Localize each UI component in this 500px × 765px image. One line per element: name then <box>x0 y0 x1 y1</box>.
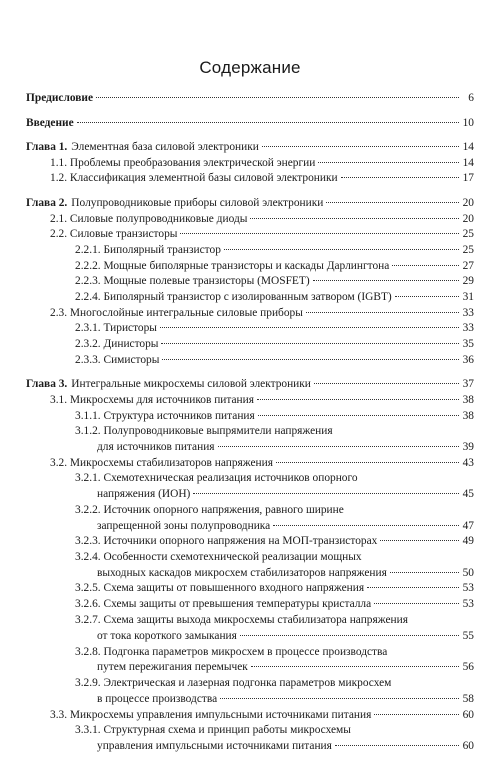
toc-entry-title-continued: напряжения (ИОН) <box>97 488 191 500</box>
toc-entry-label: Глава 3. <box>26 378 68 390</box>
toc-entry <box>75 353 474 367</box>
dot-leader <box>276 462 459 463</box>
toc-entry <box>26 91 474 105</box>
dot-leader <box>77 122 459 123</box>
toc-entry-title: Элементная база силовой электроники <box>71 141 259 153</box>
toc-entry <box>75 503 474 517</box>
dot-leader <box>326 202 459 203</box>
toc-entry-title: 2.3. Многослойные интегральные силовые приборы <box>50 307 303 319</box>
toc-entry-title-continued: в процессе производства <box>97 693 218 705</box>
toc-entry-title: 2.2. Силовые транзисторы <box>50 228 178 240</box>
toc-entry-title: 3.2.2. Источник опорного напряжения, равного ширине <box>75 504 344 516</box>
toc-entry-title: 3.2.3. Источники опорного напряжения на МОП-транзисторах <box>75 535 378 547</box>
toc-entry-title: Интегральные микросхемы силовой электроники <box>71 378 311 390</box>
toc-entry-page: 20 <box>462 213 474 225</box>
toc-entry-title: 3.2.4. Особенности схемотехнической реализации мощных <box>75 551 362 563</box>
dot-leader <box>250 218 459 219</box>
toc-entry-page: 47 <box>462 520 474 532</box>
toc-entry <box>75 471 474 485</box>
toc-entry-label: Введение <box>26 117 74 129</box>
toc-entry-page: 39 <box>462 441 474 453</box>
toc-entry-page: 17 <box>462 172 474 184</box>
toc-entry-title: 3.2.9. Электрическая и лазерная подгонка параметров микросхем <box>75 677 392 689</box>
toc-entry-page: 10 <box>462 117 474 129</box>
toc-entry-page: 36 <box>462 354 474 366</box>
toc-entry-title-continued: выходных каскадов микросхем стабилизаторов напряжения <box>97 567 387 579</box>
toc-entry-continuation <box>97 629 474 643</box>
toc-entry-continuation <box>97 487 474 501</box>
dot-leader <box>257 399 459 400</box>
toc-entry-title: 2.3.3. Симисторы <box>75 354 160 366</box>
toc-entry <box>50 212 474 226</box>
toc-entry-title-continued: запрещенной зоны полупроводника <box>97 520 271 532</box>
toc-entry-page: 56 <box>462 661 474 673</box>
toc-entry <box>50 227 474 241</box>
toc-entry-page: 55 <box>462 630 474 642</box>
dot-leader <box>162 359 459 360</box>
toc-entry <box>75 409 474 423</box>
dot-leader <box>314 383 459 384</box>
toc-entry <box>75 290 474 304</box>
toc-entry-title: 2.1. Силовые полупроводниковые диоды <box>50 213 248 225</box>
toc-entry-page: 38 <box>462 394 474 406</box>
dot-leader <box>341 177 459 178</box>
dot-leader <box>374 714 459 715</box>
dot-leader <box>224 249 459 250</box>
toc-entry-page: 60 <box>462 709 474 721</box>
toc-entry <box>75 723 474 737</box>
toc-entry-page: 29 <box>462 275 474 287</box>
toc-entry-continuation <box>97 660 474 674</box>
toc-entry-continuation <box>97 739 474 753</box>
toc-entry <box>75 645 474 659</box>
toc-entry <box>26 116 474 130</box>
dot-leader <box>374 603 459 604</box>
toc-entry <box>75 597 474 611</box>
toc-entry <box>75 550 474 564</box>
toc-entry-title-continued: управления импульсными источниками питания <box>97 740 332 752</box>
toc-entry-title-continued: для источников питания <box>97 441 215 453</box>
dot-leader <box>262 146 459 147</box>
toc-entry-page: 50 <box>462 567 474 579</box>
toc-entry <box>75 337 474 351</box>
toc-entry <box>75 676 474 690</box>
dot-leader <box>395 296 459 297</box>
toc-entry-title: 3.2.5. Схема защиты от повышенного входного напряжения <box>75 582 365 594</box>
toc-entry-title: 3.1.2. Полупроводниковые выпрямители напряжения <box>75 425 333 437</box>
toc-entry-page: 25 <box>462 244 474 256</box>
toc-entry-title: 2.2.3. Мощные полевые транзисторы (MOSFET) <box>75 275 310 287</box>
toc-entry-page: 25 <box>462 228 474 240</box>
dot-leader <box>160 327 459 328</box>
toc-entry-title-continued: от тока короткого замыкания <box>97 630 237 642</box>
toc-entry-title: 3.3.1. Структурная схема и принцип работы микросхемы <box>75 724 351 736</box>
toc-entry-page: 33 <box>462 322 474 334</box>
toc-entry-page: 58 <box>462 693 474 705</box>
toc-entry-title: 3.1.1. Структура источников питания <box>75 410 255 422</box>
toc-entry <box>75 274 474 288</box>
dot-leader <box>258 415 459 416</box>
toc-entry-continuation <box>97 692 474 706</box>
toc-entry-title: Полупроводниковые приборы силовой электроники <box>71 197 324 209</box>
toc-entry-title: 3.1. Микросхемы для источников питания <box>50 394 254 406</box>
toc-entry-title: 3.3. Микросхемы управления импульсными источниками питания <box>50 709 372 721</box>
dot-leader <box>390 572 459 573</box>
toc-entry-title-continued: путем пережигания перемычек <box>97 661 248 673</box>
toc-entry-continuation <box>97 519 474 533</box>
toc-entry <box>75 581 474 595</box>
toc-entry-title: 3.2.6. Схемы защиты от превышения температуры кристалла <box>75 598 372 610</box>
page-title: Содержание <box>199 58 301 77</box>
toc-entry-title: 2.2.1. Биполярный транзистор <box>75 244 221 256</box>
toc-entry-continuation <box>97 566 474 580</box>
toc-entry-page: 33 <box>462 307 474 319</box>
dot-leader <box>220 698 459 699</box>
dot-leader <box>313 280 459 281</box>
toc-entry <box>50 306 474 320</box>
toc-entry-title: 3.2.8. Подгонка параметров микросхем в процессе производства <box>75 646 388 658</box>
dot-leader <box>96 97 459 98</box>
toc-entry-page: 53 <box>462 598 474 610</box>
toc-entry-page: 45 <box>462 488 474 500</box>
toc-entry-page: 27 <box>462 260 474 272</box>
toc-entry-continuation <box>97 440 474 454</box>
toc-entry-title: 1.1. Проблемы преобразования электрической энергии <box>50 157 316 169</box>
toc-entry <box>26 377 474 391</box>
toc-entry-title: 3.2.1. Схемотехническая реализация источников опорного <box>75 472 358 484</box>
toc-entry-title: 1.2. Классификация элементной базы силовой электроники <box>50 172 338 184</box>
toc-entry-page: 53 <box>462 582 474 594</box>
dot-leader <box>273 525 459 526</box>
toc-entry <box>75 424 474 438</box>
dot-leader <box>193 493 459 494</box>
toc-entry <box>75 259 474 273</box>
toc-entry <box>50 456 474 470</box>
toc-entry-page: 14 <box>462 141 474 153</box>
toc-entry <box>50 171 474 185</box>
dot-leader <box>318 162 459 163</box>
dot-leader <box>251 666 459 667</box>
toc-entry-page: 43 <box>462 457 474 469</box>
dot-leader <box>380 540 459 541</box>
dot-leader <box>392 265 459 266</box>
toc-entry <box>50 708 474 722</box>
toc-entry-page: 60 <box>462 740 474 752</box>
toc-entry-page: 35 <box>462 338 474 350</box>
toc-entry-page: 31 <box>462 291 474 303</box>
toc-entry-title: 3.2.7. Схема защиты выхода микросхемы стабилизатора напряжения <box>75 614 408 626</box>
toc-entry-title: 2.2.2. Мощные биполярные транзисторы и каскады Дарлингтона <box>75 260 390 272</box>
toc-entry <box>26 196 474 210</box>
toc-entry <box>50 393 474 407</box>
toc-entry-page: 49 <box>462 535 474 547</box>
toc-entry <box>75 534 474 548</box>
toc-entry-page: 14 <box>462 157 474 169</box>
dot-leader <box>367 587 459 588</box>
toc-entry-title: 2.2.4. Биполярный транзистор с изолированным затвором (IGBT) <box>75 291 392 303</box>
toc-entry-page: 6 <box>468 92 474 104</box>
toc-entry-page: 37 <box>462 378 474 390</box>
toc-entry-title: 2.3.1. Тиристоры <box>75 322 157 334</box>
dot-leader <box>335 745 459 746</box>
dot-leader <box>180 233 459 234</box>
dot-leader <box>161 343 459 344</box>
toc-entry-label: Глава 1. <box>26 141 68 153</box>
toc-entry-page: 20 <box>462 197 474 209</box>
dot-leader <box>218 446 459 447</box>
toc-entry <box>75 321 474 335</box>
toc-entry-label: Предисловие <box>26 92 94 104</box>
toc-entry <box>50 156 474 170</box>
toc-entry <box>26 140 474 154</box>
toc-entry-page: 38 <box>462 410 474 422</box>
dot-leader <box>306 312 459 313</box>
toc-entry-label: Глава 2. <box>26 197 68 209</box>
toc-entry-title: 2.3.2. Динисторы <box>75 338 159 350</box>
toc-entry <box>75 613 474 627</box>
dot-leader <box>240 635 459 636</box>
toc-entry-title: 3.2. Микросхемы стабилизаторов напряжения <box>50 457 273 469</box>
toc-entry <box>75 243 474 257</box>
